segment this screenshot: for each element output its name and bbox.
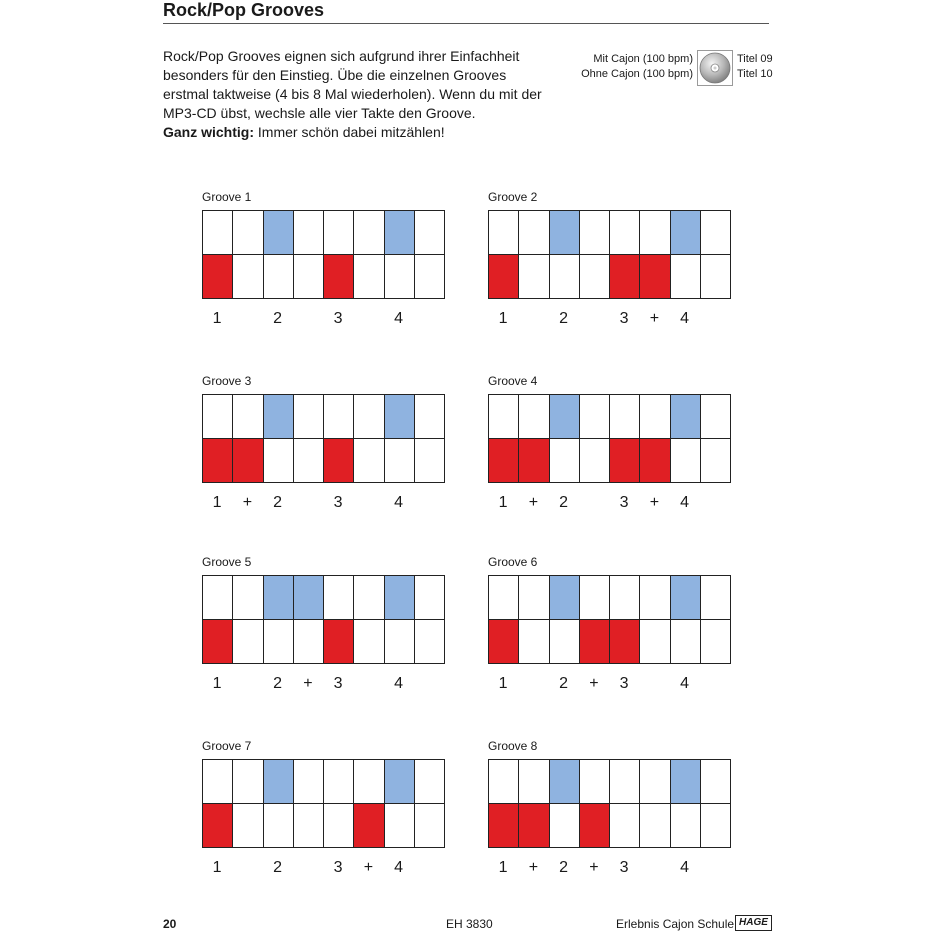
bass-cell (384, 254, 415, 299)
count-label: 2 (559, 675, 569, 692)
bass-cell (414, 619, 445, 664)
count-label: 2 (559, 310, 569, 327)
count-label: 1 (212, 859, 222, 876)
slap-cell (549, 210, 580, 255)
important-label: Ganz wichtig: (163, 124, 254, 140)
count-label: 2 (273, 859, 283, 876)
bass-cell (384, 803, 415, 848)
bass-cell (609, 254, 640, 299)
cd-track-numbers (737, 52, 773, 82)
count-label: 4 (680, 310, 690, 327)
slap-cell (232, 575, 263, 620)
slap-cell (518, 210, 549, 255)
page-number: 20 (163, 917, 177, 931)
bass-cell (384, 619, 415, 664)
count-label: 4 (680, 859, 690, 876)
slap-cell (518, 394, 549, 439)
bass-cell (414, 254, 445, 299)
count-label: 1 (212, 675, 222, 692)
slap-cell (263, 575, 294, 620)
bass-cell (639, 803, 670, 848)
bass-cell (488, 619, 519, 664)
count-label: 4 (394, 310, 404, 327)
page-title: Rock/Pop Grooves (163, 0, 325, 20)
slap-cell (353, 759, 384, 804)
slap-cell (353, 394, 384, 439)
slap-cell (293, 210, 324, 255)
slap-cell (414, 759, 445, 804)
intro-line: Rock/Pop Grooves eignen sich aufgrund ihrer Einfachheit (163, 48, 520, 64)
groove-label: Groove 4 (488, 374, 538, 388)
bass-cell (232, 803, 263, 848)
intro-text (163, 47, 543, 142)
count-label: 4 (394, 859, 404, 876)
count-label: 2 (273, 494, 283, 511)
groove-label: Groove 8 (488, 739, 538, 753)
count-label: 4 (394, 494, 404, 511)
intro-line: erstmal taktweise (4 bis 8 Mal wiederholen). Wenn du mit der (163, 86, 542, 102)
slap-cell (549, 759, 580, 804)
publisher-logo: HAGE (735, 915, 772, 931)
bass-cell (700, 254, 731, 299)
groove-label: Groove 2 (488, 190, 538, 204)
slap-cell (414, 575, 445, 620)
bass-cell (700, 619, 731, 664)
intro-line: besonders für den Einstieg. Übe die einzelnen Grooves (163, 67, 507, 83)
slap-cell (323, 210, 354, 255)
slap-cell (414, 394, 445, 439)
slap-cell (202, 575, 233, 620)
catalog-code: EH 3830 (446, 917, 493, 931)
slap-cell (579, 575, 610, 620)
bass-cell (384, 438, 415, 483)
count-label: 2 (273, 310, 283, 327)
count-label: 2 (273, 675, 283, 692)
bass-cell (579, 803, 610, 848)
groove-label: Groove 6 (488, 555, 538, 569)
bass-cell (639, 438, 670, 483)
bass-cell (639, 619, 670, 664)
bass-cell (549, 438, 580, 483)
bass-cell (353, 803, 384, 848)
slap-cell (700, 759, 731, 804)
slap-cell (323, 759, 354, 804)
slap-cell (202, 210, 233, 255)
title-divider (163, 23, 769, 24)
bass-cell (232, 254, 263, 299)
count-label: 3 (333, 494, 343, 511)
bass-cell (488, 254, 519, 299)
bass-cell (670, 254, 701, 299)
bass-cell (323, 438, 354, 483)
count-label: 1 (498, 494, 508, 511)
bass-cell (609, 619, 640, 664)
bass-cell (353, 438, 384, 483)
count-label: + (363, 859, 374, 876)
slap-cell (263, 759, 294, 804)
slap-cell (700, 575, 731, 620)
bass-cell (609, 803, 640, 848)
slap-cell (263, 210, 294, 255)
slap-cell (700, 210, 731, 255)
slap-cell (323, 575, 354, 620)
slap-cell (384, 575, 415, 620)
slap-cell (579, 394, 610, 439)
bass-cell (518, 619, 549, 664)
count-label: 3 (333, 859, 343, 876)
bass-cell (293, 619, 324, 664)
count-label: + (589, 859, 599, 876)
slap-cell (384, 210, 415, 255)
bass-cell (609, 438, 640, 483)
count-label: + (649, 310, 660, 327)
important-text: Immer schön dabei mitzählen! (254, 124, 445, 140)
intro-line: MP3-CD übst, wechsle alle vier Takte den Groove. (163, 105, 476, 121)
bass-cell (263, 254, 294, 299)
count-label: + (528, 494, 539, 511)
bass-cell (670, 438, 701, 483)
bass-cell (700, 438, 731, 483)
slap-cell (202, 759, 233, 804)
bass-cell (700, 803, 731, 848)
slap-cell (609, 759, 640, 804)
slap-cell (293, 759, 324, 804)
slap-cell (232, 394, 263, 439)
bass-cell (670, 803, 701, 848)
slap-cell (202, 394, 233, 439)
bass-cell (549, 619, 580, 664)
bass-cell (323, 254, 354, 299)
slap-cell (232, 210, 263, 255)
bass-cell (323, 803, 354, 848)
count-label: 4 (394, 675, 404, 692)
bass-cell (639, 254, 670, 299)
groove-label: Groove 7 (202, 739, 252, 753)
count-label: 3 (619, 675, 629, 692)
bass-cell (488, 803, 519, 848)
bass-cell (232, 438, 263, 483)
slap-cell (488, 759, 519, 804)
bass-cell (353, 254, 384, 299)
count-label: 1 (498, 859, 508, 876)
bass-cell (488, 438, 519, 483)
bass-cell (518, 803, 549, 848)
count-label: 1 (498, 310, 508, 327)
count-label: 2 (559, 859, 569, 876)
bass-cell (263, 619, 294, 664)
bass-cell (518, 254, 549, 299)
slap-cell (488, 210, 519, 255)
bass-cell (202, 803, 233, 848)
slap-cell (488, 394, 519, 439)
count-label: + (303, 675, 313, 692)
slap-cell (639, 575, 670, 620)
slap-cell (639, 210, 670, 255)
cd-icon (697, 50, 733, 86)
bass-cell (579, 254, 610, 299)
bass-cell (202, 254, 233, 299)
bass-cell (579, 438, 610, 483)
slap-cell (353, 575, 384, 620)
book-title: Erlebnis Cajon Schule (616, 917, 735, 931)
track-without: Titel 10 (737, 68, 773, 80)
slap-cell (518, 575, 549, 620)
bass-cell (414, 803, 445, 848)
groove-label: Groove 3 (202, 374, 252, 388)
slap-cell (609, 210, 640, 255)
count-label: 3 (619, 494, 629, 511)
slap-cell (639, 759, 670, 804)
count-label: 1 (498, 675, 508, 692)
slap-cell (293, 394, 324, 439)
slap-cell (323, 394, 354, 439)
bass-cell (202, 438, 233, 483)
bass-cell (293, 803, 324, 848)
bass-cell (549, 254, 580, 299)
slap-cell (263, 394, 294, 439)
bass-cell (232, 619, 263, 664)
with-cajon-label: Mit Cajon (100 bpm) (593, 53, 693, 65)
slap-cell (353, 210, 384, 255)
slap-cell (670, 394, 701, 439)
bass-cell (518, 438, 549, 483)
bass-cell (293, 438, 324, 483)
bass-cell (263, 803, 294, 848)
slap-cell (670, 575, 701, 620)
count-label: 2 (559, 494, 569, 511)
slap-cell (579, 210, 610, 255)
count-label: 1 (212, 494, 222, 511)
count-label: 4 (680, 494, 690, 511)
count-label: + (528, 859, 539, 876)
groove-label: Groove 1 (202, 190, 252, 204)
slap-cell (670, 759, 701, 804)
slap-cell (518, 759, 549, 804)
slap-cell (384, 394, 415, 439)
bass-cell (323, 619, 354, 664)
slap-cell (579, 759, 610, 804)
bass-cell (263, 438, 294, 483)
slap-cell (609, 394, 640, 439)
slap-cell (414, 210, 445, 255)
slap-cell (639, 394, 670, 439)
slap-cell (670, 210, 701, 255)
slap-cell (549, 575, 580, 620)
slap-cell (549, 394, 580, 439)
slap-cell (293, 575, 324, 620)
bass-cell (202, 619, 233, 664)
bass-cell (293, 254, 324, 299)
slap-cell (609, 575, 640, 620)
count-label: 3 (619, 859, 629, 876)
count-label: + (242, 494, 253, 511)
bass-cell (579, 619, 610, 664)
count-label: 3 (333, 675, 343, 692)
slap-cell (700, 394, 731, 439)
count-label: 3 (619, 310, 629, 327)
count-label: 4 (680, 675, 690, 692)
groove-label: Groove 5 (202, 555, 252, 569)
count-label: + (649, 494, 660, 511)
bass-cell (670, 619, 701, 664)
bass-cell (549, 803, 580, 848)
without-cajon-label: Ohne Cajon (100 bpm) (581, 68, 693, 80)
slap-cell (384, 759, 415, 804)
count-label: 1 (212, 310, 222, 327)
bass-cell (353, 619, 384, 664)
track-with: Titel 09 (737, 53, 773, 65)
slap-cell (232, 759, 263, 804)
cd-track-labels (560, 52, 693, 82)
slap-cell (488, 575, 519, 620)
important-note (163, 123, 543, 142)
count-label: 3 (333, 310, 343, 327)
bass-cell (414, 438, 445, 483)
count-label: + (589, 675, 599, 692)
